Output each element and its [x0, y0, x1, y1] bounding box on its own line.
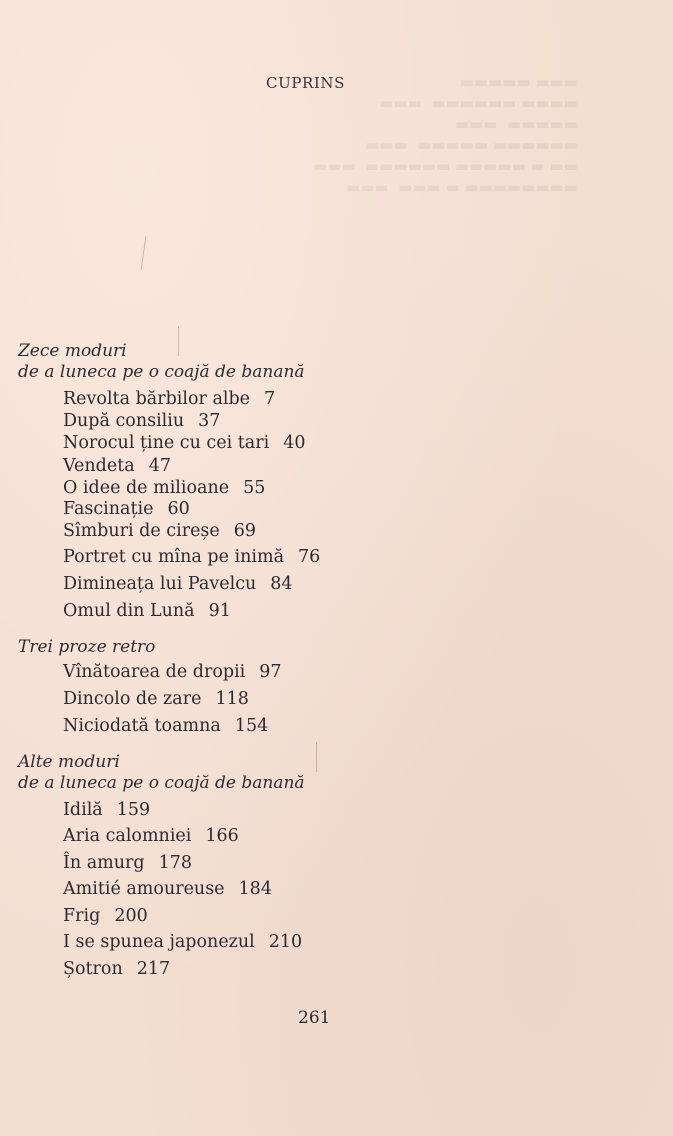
entry-page: 40	[283, 433, 306, 453]
entry-page: 7	[264, 389, 276, 409]
toc-entry	[63, 906, 148, 927]
entry-page: 47	[148, 456, 171, 476]
entry-page: 184	[238, 879, 272, 899]
section-heading: de a luneca pe o coajă de banană	[18, 773, 305, 793]
entry-title: Sîmburi de cireșe	[63, 521, 220, 541]
entry-page: 97	[259, 662, 282, 682]
toc-entry	[63, 411, 220, 432]
entry-title: Vendeta	[63, 456, 135, 476]
entry-page: 159	[116, 800, 151, 820]
toc-entry	[63, 826, 239, 847]
entry-page: 69	[233, 521, 257, 541]
toc-entry	[63, 689, 249, 710]
toc-entry	[63, 456, 171, 477]
toc-entry	[63, 601, 231, 622]
entry-title: O idee de milioane	[63, 478, 230, 498]
entry-title: Șotron	[63, 959, 123, 979]
entry-title: Aria calomniei	[63, 826, 192, 846]
page-number: 261	[298, 1008, 331, 1028]
toc-entry	[63, 853, 192, 874]
entry-page: 118	[215, 689, 249, 709]
entry-page: 37	[198, 411, 221, 431]
toc-entry	[63, 433, 305, 454]
toc-entry	[63, 932, 302, 953]
entry-page: 210	[268, 932, 303, 952]
entry-page: 178	[158, 853, 193, 873]
entry-page: 166	[205, 826, 239, 846]
entry-title: Revolta bărbilor albe	[63, 389, 251, 409]
entry-page: 91	[208, 601, 231, 621]
entry-title: I se spunea japonezul	[63, 932, 255, 952]
entry-page: 55	[243, 478, 266, 498]
paper-mark	[316, 742, 317, 772]
entry-title: Amitié amoureuse	[63, 879, 225, 899]
entry-title: Fascinație	[63, 499, 154, 519]
page-title: CUPRINS	[266, 74, 346, 92]
entry-page: 60	[167, 499, 190, 519]
toc-entry	[63, 499, 190, 520]
entry-page: 84	[270, 574, 293, 594]
entry-title: Idilă	[63, 800, 103, 820]
entry-title: Vînătoarea de dropii	[63, 662, 246, 682]
entry-page: 76	[298, 547, 321, 567]
paper-mark	[141, 236, 147, 270]
toc-entry	[63, 389, 275, 410]
entry-title: Niciodată toamna	[63, 716, 221, 736]
entry-title: După consiliu	[63, 411, 185, 431]
section-heading: Zece moduri	[18, 341, 127, 361]
show-through-text: ▬▬▬ ▬▬▬▬▬ ▬▬▬▬ ▬▬▬▬▬▬ ▬▬▬ ▬▬▬▬▬ ▬▬▬ ▬▬▬▬▬▬ ▬▬▬▬▬ ▬▬▬ ▬▬ ▬ ▬▬▬▬▬ ▬▬▬▬▬▬ ▬▬▬ ▬▬▬▬▬▬▬▬ ▬ ▬▬▬ ▬▬▬	[313, 73, 578, 196]
toc-entry	[63, 547, 320, 568]
entry-title: Omul din Lună	[63, 601, 195, 621]
paper-mark	[178, 326, 179, 356]
entry-title: Frig	[63, 906, 101, 926]
toc-entry	[63, 879, 272, 900]
toc-entry	[63, 662, 282, 683]
entry-title: Dimineața lui Pavelcu	[63, 574, 257, 594]
entry-title: Portret cu mîna pe inimă	[63, 547, 285, 567]
section-heading: Trei proze retro	[18, 637, 156, 657]
entry-title: În amurg	[63, 853, 145, 873]
section-heading: de a luneca pe o coajă de banană	[18, 362, 305, 382]
entry-page: 154	[234, 716, 269, 736]
toc-entry	[63, 574, 293, 595]
toc-entry	[63, 716, 268, 737]
entry-title: Norocul ține cu cei tari	[63, 433, 270, 453]
toc-entry	[63, 521, 256, 542]
entry-title: Dincolo de zare	[63, 689, 202, 709]
section-heading: Alte moduri	[18, 752, 120, 772]
toc-entry	[63, 800, 150, 821]
entry-page: 200	[114, 906, 148, 926]
toc-entry	[63, 959, 170, 980]
entry-page: 217	[136, 959, 171, 979]
toc-entry	[63, 478, 265, 499]
